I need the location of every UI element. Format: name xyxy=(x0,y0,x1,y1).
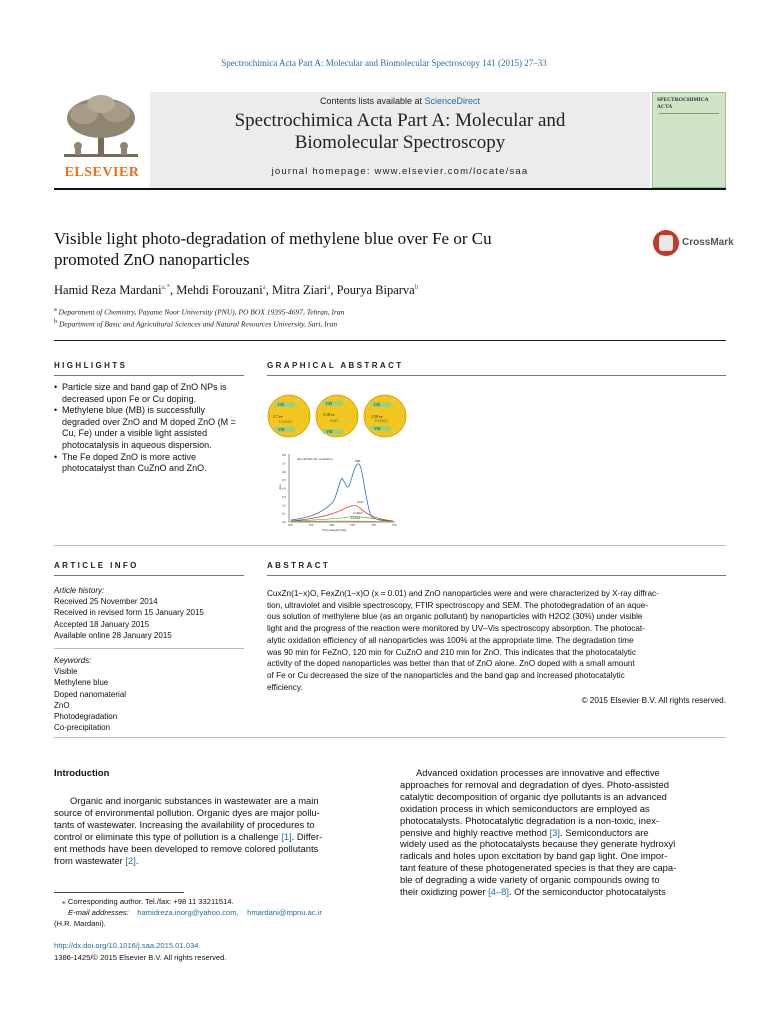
bubble-label: ZnO xyxy=(330,418,339,423)
plot-x-label: Wavelength (nm) xyxy=(322,528,347,532)
vb-label: VB xyxy=(374,426,381,431)
author-affiliation-marker[interactable]: a xyxy=(327,283,331,291)
body-line: control or eliminate this type of pollution is a challenge [1]. Differ- xyxy=(54,830,323,842)
y-tick-label: 0.2 xyxy=(282,503,286,508)
abstract-line: ous solution of methylene blue (as an organic pollutant) by nanoparticles with H2O2 (30%) under visible xyxy=(267,612,643,622)
journal-reference[interactable]: Spectrochimica Acta Part A: Molecular and Biomolecular Spectroscopy 141 (2015) 27–33 xyxy=(221,58,547,68)
graphical-abstract-heading: GRAPHICAL ABSTRACT xyxy=(267,361,404,370)
curve-label: ZnO xyxy=(357,500,364,504)
abstract-line: of Fe or Cu decreased the size of the nanoparticles and the band gap and increased photocatalytic xyxy=(267,670,625,680)
journal-masthead xyxy=(54,92,726,188)
author-affiliation-marker[interactable]: a xyxy=(262,283,266,291)
highlights-heading: HIGHLIGHTS xyxy=(54,361,128,370)
history-entry: Received in revised form 15 January 2015 xyxy=(54,608,204,618)
cover-decoration xyxy=(659,113,719,164)
journal-title-box xyxy=(150,92,650,188)
author-affiliation-marker[interactable]: b xyxy=(414,283,419,291)
author-affiliation-marker[interactable]: a,* xyxy=(161,283,170,291)
citation-link[interactable]: [3] xyxy=(549,826,561,838)
email-link[interactable]: hmardani@mpnu.ac.ir xyxy=(247,908,322,917)
crossmark-badge[interactable] xyxy=(653,230,733,258)
body-line: from wastewater [2]. xyxy=(54,854,139,866)
history-entry: Accepted 18 January 2015 xyxy=(54,619,150,629)
curve-label: MB xyxy=(355,459,361,463)
curve-label: FeZnO xyxy=(351,516,361,520)
crossmark-label: CrossMark xyxy=(682,237,734,248)
article-title-line-1: Visible light photo-degradation of methylene blue over Fe or Cu xyxy=(54,229,492,248)
history-label: Article history: xyxy=(54,586,105,595)
body-line: tant feature of these photogenerated species is that they are capa- xyxy=(400,862,677,874)
cb-label: CB xyxy=(278,402,285,407)
doi-link[interactable]: http://dx.doi.org/10.1016/j.saa.2015.01.034 xyxy=(54,941,199,950)
keyword: Methylene blue xyxy=(54,678,109,688)
body-line: their oxidizing power [4–8]. Of the semiconductor photocatalysts xyxy=(400,886,666,898)
body-line: radicals and holes upon excitation by band gap light. One impor- xyxy=(400,850,668,862)
body-line: widely used as the photocatalysts because they generate hydroxyl xyxy=(400,838,676,850)
keywords-label: Keywords: xyxy=(54,656,92,665)
citation-link[interactable]: [4–8] xyxy=(488,886,509,898)
vb-label: VB xyxy=(326,429,333,434)
body-line: source of environmental pollution. Organic dyes are major pollu- xyxy=(54,806,320,818)
history-entry: Available online 28 January 2015 xyxy=(54,630,172,640)
highlights-list xyxy=(54,382,244,475)
body-line: photocatalysts. Photocatalytic degradation is a non-toxic, inex- xyxy=(400,814,659,826)
email-link[interactable]: hamidreza.inorg@yahoo.com, xyxy=(137,908,239,917)
cb-label: CB xyxy=(326,401,333,406)
band-gap-label: 3.18 ev xyxy=(323,412,335,417)
highlight-item: • The Fe doped ZnO is more active photocatalyst than CuZnO and ZnO. xyxy=(54,452,244,475)
y-tick-label: 0.6 xyxy=(282,469,286,474)
history-entry: Received 25 November 2014 xyxy=(54,597,158,607)
graphical-abstract-figure[interactable] xyxy=(267,382,417,532)
plot-x-ticks xyxy=(288,523,397,527)
plot-y-label: Abs xyxy=(278,484,282,490)
bubble-label: FeZnO xyxy=(375,418,388,423)
body-line: tants of wastewater. Increasing the availability of procedures to xyxy=(54,818,315,830)
abstract-line: CuxZn(1−x)O, FexZn(1−x)O (x = 0.01) and ZnO nanoparticles were and were characterized by X-ray diffrac- xyxy=(267,589,659,598)
footnote xyxy=(54,896,380,929)
corresponding-author-note: ⁎ Corresponding author. Tel./fax: +98 11 33211514. xyxy=(62,897,234,906)
abstract-line: efficiency. xyxy=(267,682,303,692)
citation-link[interactable]: [1] xyxy=(281,830,292,842)
contents-prefix: Contents lists available at xyxy=(319,96,425,106)
highlight-item: • Methylene blue (MB) is successfully degraded over ZnO and M doped ZnO (M = Cu, Fe) under a visible light assisted photocatalysis in aqueous dispersion. xyxy=(54,405,244,451)
author-name[interactable]: Mehdi Forouzani xyxy=(176,283,263,298)
abstract-line: alytic oxidation efficiency of all nanoparticles was 100% at the appropriate time. The degradation time xyxy=(267,635,634,645)
graphical-abstract-rule xyxy=(267,375,726,376)
body-line: oxidation process in which semiconductors are employed as xyxy=(400,802,650,814)
abstract-heading: ABSTRACT xyxy=(267,561,331,570)
body-line: ble of degrading a wide variety of organic compounds owing to xyxy=(400,874,660,886)
x-tick-label: 650 xyxy=(350,523,355,527)
body-line: pensive and highly reactive method [3]. Semiconductors are xyxy=(400,826,649,838)
affiliation-a: $^a$ Department of Chemistry, Payame Noor University (PNU), PO BOX 19395-4697, Tehran, Iran xyxy=(54,306,345,317)
introduction-right-column xyxy=(400,767,726,898)
journal-title-line-2: Biomolecular Spectroscopy xyxy=(294,132,506,153)
keywords-rule xyxy=(54,648,244,649)
highlight-item: • Particle size and band gap of ZnO NPs is decreased upon Fe or Cu doping. xyxy=(54,382,244,405)
header-divider xyxy=(54,340,726,341)
keyword: Doped nanomaterial xyxy=(54,689,127,699)
y-tick-label: 0.7 xyxy=(282,461,286,466)
journal-title-line-1: Spectrochimica Acta Part A: Molecular and xyxy=(234,110,566,131)
keyword: Photodegradation xyxy=(54,712,118,722)
body-line: ent methods have been developed to remove colored pollutants xyxy=(54,842,319,854)
abstract-text xyxy=(267,588,726,693)
keyword: Co-precipitation xyxy=(54,723,111,733)
y-tick-label: 0.4 xyxy=(282,486,286,491)
highlights-rule xyxy=(54,375,244,376)
abstract-line: tion, ultraviolet and visible spectroscopy, FTIR spectroscopy and SEM. The photodegradation of an aque- xyxy=(267,600,649,610)
sciencedirect-link[interactable]: ScienceDirect xyxy=(424,96,481,106)
x-tick-label: 700 xyxy=(371,523,376,527)
affiliation-b: $^b$ Department of Basic and Agricultural Sciences and Natural Resources University, Sari, Iran xyxy=(54,318,338,329)
introduction-left-column xyxy=(54,795,380,866)
journal-title xyxy=(150,110,650,154)
y-tick-label: 0.5 xyxy=(282,478,286,483)
introduction-heading: Introduction xyxy=(54,768,110,779)
body-line: catalytic decomposition of organic dye pollutants is an advanced xyxy=(400,790,667,802)
x-tick-label: 500 xyxy=(288,523,293,527)
plot-y-ticks xyxy=(282,453,286,524)
abstract-bottom-rule xyxy=(54,737,726,738)
journal-cover-thumbnail[interactable] xyxy=(652,92,726,188)
vb-label: VB xyxy=(278,427,285,432)
body-line: Advanced oxidation processes are innovative and effective xyxy=(416,767,660,778)
absorbance-plot xyxy=(278,453,397,532)
keywords-block xyxy=(54,655,244,733)
abstract-copyright: © 2015 Elsevier B.V. All rights reserved. xyxy=(581,696,726,705)
masthead-rule xyxy=(54,188,726,190)
abstract-line: activity of the doped nanoparticles was better than that of ZnO alone. ZnO doped with a small amount xyxy=(267,659,635,669)
elsevier-logo[interactable] xyxy=(54,92,150,188)
article-history xyxy=(54,585,244,641)
author-name[interactable]: Mitra Ziari xyxy=(272,283,328,298)
keyword: ZnO xyxy=(54,700,70,710)
cb-label: CB xyxy=(374,402,381,407)
bubble-label: CuZnO xyxy=(279,419,293,424)
y-tick-label: 0.3 xyxy=(282,494,286,499)
x-tick-label: 600 xyxy=(329,523,335,527)
citation-link[interactable]: [2] xyxy=(125,854,136,866)
article-info-rule xyxy=(54,575,244,576)
curve-label: CuZnO xyxy=(353,511,363,515)
abstract-line: was 90 min for FeZnO, 120 min for CuZnO and 210 min for ZnO. This indicates that the photocatalytic xyxy=(267,647,636,657)
article-title xyxy=(54,228,614,270)
zno-curve xyxy=(291,506,393,521)
abstract-rule xyxy=(267,575,726,576)
fezno-curve xyxy=(291,521,393,522)
keyword: Visible xyxy=(54,667,78,677)
article-title-line-2: promoted ZnO nanoparticles xyxy=(54,250,250,269)
graphical-abstract-svg xyxy=(267,382,417,532)
cover-title: SPECTROCHIMICA ACTA xyxy=(657,97,709,110)
body-line: approaches for removal and degradation of dyes. Photo-assisted xyxy=(400,778,669,790)
band-gap-label: 2.7 ev xyxy=(273,414,283,419)
body-line: Organic and inorganic substances in wastewater are a main xyxy=(70,795,319,806)
y-tick-label: 0.8 xyxy=(282,453,286,457)
x-tick-label: 750 xyxy=(392,523,397,527)
issn-copyright: 1386-1425/© 2015 Elsevier B.V. All rights reserved. xyxy=(54,953,227,962)
author-list: Hamid Reza Mardani$^{a,*}$, Mehdi Forouzani$^a$, Mitra Ziari$^a$, Pourya Biparva$^b$ xyxy=(54,283,419,298)
crossmark-icon xyxy=(653,230,679,256)
elsevier-tree-icon xyxy=(54,92,150,164)
y-tick-label: 0.1 xyxy=(282,511,286,516)
journal-homepage[interactable]: journal homepage: www.elsevier.com/locate/saa xyxy=(271,166,529,177)
y-tick-label: 0.0 xyxy=(282,520,286,524)
footnote-rule xyxy=(54,892,184,893)
author-name[interactable]: Pourya Biparva xyxy=(336,283,415,298)
elsevier-wordmark: ELSEVIER xyxy=(64,165,140,180)
band-gap-label: 2.59 ev xyxy=(371,414,383,419)
contents-line xyxy=(150,96,650,106)
x-tick-label: 550 xyxy=(308,523,314,527)
abstract-line: light and the progress of the reaction were monitored by UV–Vis spectroscopy absorption. The photocat- xyxy=(267,624,645,634)
email-line: E-mail addresses: hamidreza.inorg@yahoo.com, hmardani@mpnu.ac.ir xyxy=(68,908,322,917)
article-info-heading: ARTICLE INFO xyxy=(54,561,139,570)
section-divider xyxy=(54,545,726,546)
plot-note: after 90 min Vis. irradiation xyxy=(297,457,333,461)
footnote-name: (H.R. Mardani). xyxy=(54,919,106,928)
author-name[interactable]: Hamid Reza Mardani xyxy=(54,283,162,298)
mb-curve xyxy=(291,464,393,521)
